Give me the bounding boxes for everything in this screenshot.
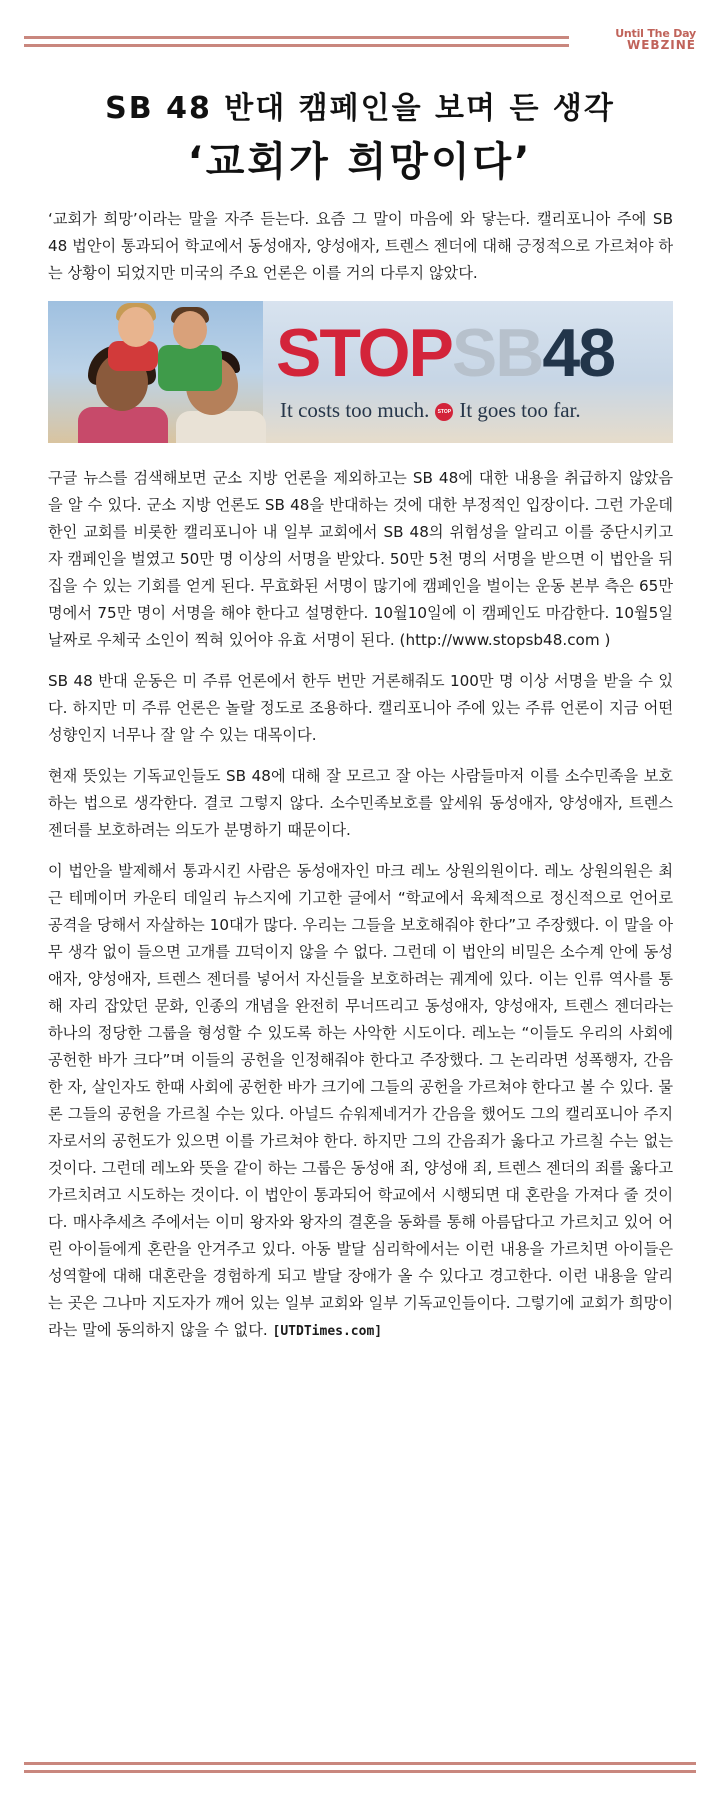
header-rule-bottom — [24, 44, 569, 47]
banner-number: 48 — [542, 315, 615, 391]
family-photo-boy — [173, 311, 207, 349]
header-bar — [24, 27, 696, 52]
footer-bar — [24, 1762, 696, 1776]
paragraph-5-text: 이 법안을 발제해서 통과시킨 사람은 동성애자인 마크 레노 상원의원이다. 레노 상원의원은 최근 테메이머 카운티 데일리 뉴스지에 기고한 글에서 “학교에서 육체적으로 정신적으로 언어로 공격을 당해서 자살하는 10대가 많다. 우리는 그들을 보호해줘야 한다”고 주장했다. 이 말을 아무 생각 없이 들으면 고개를 끄덕이지 않을 수 없다. 그런데 이 법안의 비밀은 소수계 안에 동성애자, 양성애자, 트렌스 젠더를 넣어서 자신들을 보호하려는 궤계에 있다. 이는 인류 역사를 통해 자리 잡았던 문화, 인종의 개념을 완전히 무너뜨리고 동성애자, 양성애자, 트렌스 젠더라는 하나의 정당한 그룹을 형성할 수 있도록 하는 사악한 시도이다. 레노는 “이들도 우리의 사회에 공헌한 바가 크다”며 이들의 공헌을 인정해줘야 한다고 주장했다. 그 논리라면 성폭행자, 간음한 자, 살인자도 한때 사회에 공헌한 바가 크기에 그들의 공헌을 가르쳐야 한다고 볼 수 있다. 물론 그들의 공헌을 가르칠 수는 있다. 아널드 슈워제네거가 간음을 했어도 그의 캘리포니아 주지자로서의 공헌도가 있으면 이를 가르쳐야 한다. 하지만 그의 간음죄가 옳다고 가르칠 수는 없는 것이다. 그런데 레노와 뜻을 같이 하는 그룹은 동성애 죄, 양성애 죄, 트렌스 젠더의 죄를 옳다고 가르치려고 시도하는 것이다. 이 법안이 통과되어 학교에서 시행되면 대 혼란을 가져다 줄 것이다. 매사추세츠 주에서는 이미 왕자와 왕자의 결혼을 동화를 통해 아름답다고 가르치고 있어 어린 아이들에게 혼란을 안겨주고 있다. 아동 발달 심리학에서는 이런 내용을 가르치면 아이들은 성역할에 대해 대혼란을 경험하게 되고 발달 장애가 올 수 있다고 경고한다. 이런 내용을 알리는 곳은 그나마 지도자가 깨어 있는 일부 교회와 일부 기독교인들이다. 그렇기에 교회가 희망이라는 말에 동의하지 않을 수 없다. — [48, 862, 673, 1339]
paragraph-3: SB 48 반대 운동은 미 주류 언론에서 한두 번만 거론해줘도 100만 명 이상 서명을 받을 수 있다. 하지만 미 주류 언론은 놀랄 정도로 조용하다. 캘리포니아 주에 있는 주류 언론이 지금 어떤 성향인지 너무나 잘 알 수 있는 대목이다. — [48, 672, 673, 744]
family-photo-dad-shirt — [176, 411, 266, 443]
title-line2: ‘교회가 희망이다’ — [187, 139, 533, 185]
header-rule-top — [24, 36, 569, 39]
banner-tagline — [280, 397, 581, 424]
tagline-left: It costs too much. — [280, 398, 430, 422]
banner-sb-word: SB — [451, 315, 543, 391]
stop-sign-icon: STOP — [435, 403, 453, 421]
footer-rule-bottom — [24, 1770, 696, 1773]
title-line1: SB 48 반대 캠페인을 보며 든 생각 — [105, 91, 615, 126]
article-body — [48, 206, 673, 1359]
family-photo-girl — [118, 307, 154, 347]
tagline-right: It goes too far. — [459, 398, 581, 422]
paragraph-2: 구글 뉴스를 검색해보면 군소 지방 언론을 제외하고는 SB 48에 대한 내용을 취급하지 않았음을 알 수 있다. 군소 지방 언론도 SB 48을 반대하는 것에 대한 부정적인 입장이다. 그런 가운데 한인 교회를 비롯한 캘리포니아 내 일부 교회에서 SB 48의 위험성을 알리고 이를 중단시키고자 캠페인을 벌였고 50만 명 이상의 서명을 받았다. 50만 5천 명의 서명을 받으면 이 법안을 뒤집을 수 있는 기회를 얻게 된다. 무효화된 서명이 많기에 캠페인을 벌이는 운동 본부 측은 65만 명에서 75만 명이 서명을 해야 한다고 설명한다. 10월10일에 이 캠페인도 마감한다. 10월5일 날짜로 우체국 소인이 찍혀 있어야 유효 서명이 된다. (http://www.stopsb48.com ) — [48, 469, 673, 649]
logo-line1: Until The Day — [615, 27, 696, 40]
family-photo-boy-shirt — [158, 345, 222, 391]
stop-sb48-banner — [48, 301, 673, 443]
logo-line2: WEBZINE — [627, 38, 696, 52]
family-photo — [48, 301, 263, 443]
paragraph-4: 현재 뜻있는 기독교인들도 SB 48에 대해 잘 모르고 잘 아는 사람들마저 이를 소수민족을 보호하는 법으로 생각한다. 결코 그렇지 않다. 소수민족보호를 앞세워 동성애자, 양성애자, 트렌스 젠더를 보호하려는 의도가 분명하기 때문이다. — [48, 767, 673, 839]
family-photo-mom-shirt — [78, 407, 168, 443]
banner-stop-word: STOP — [276, 315, 452, 391]
source-credit: [UTDTimes.com] — [272, 1324, 383, 1339]
footer-rule-top — [24, 1762, 696, 1765]
paragraph-intro: ‘교회가 희망’이라는 말을 자주 듣는다. 요즘 그 말이 마음에 와 닿는다. 캘리포니아 주에 SB 48 법안이 통과되어 학교에서 동성애자, 양성애자, 트렌스 젠더에 대해 긍정적으로 가르쳐야 하는 상황이 되었지만 미국의 주요 언론은 이를 거의 다루지 않았다. — [48, 210, 673, 282]
banner-headline — [276, 315, 615, 391]
paragraph-5 — [48, 858, 673, 1345]
article-title — [0, 88, 720, 190]
webzine-logo[interactable] — [615, 28, 696, 51]
